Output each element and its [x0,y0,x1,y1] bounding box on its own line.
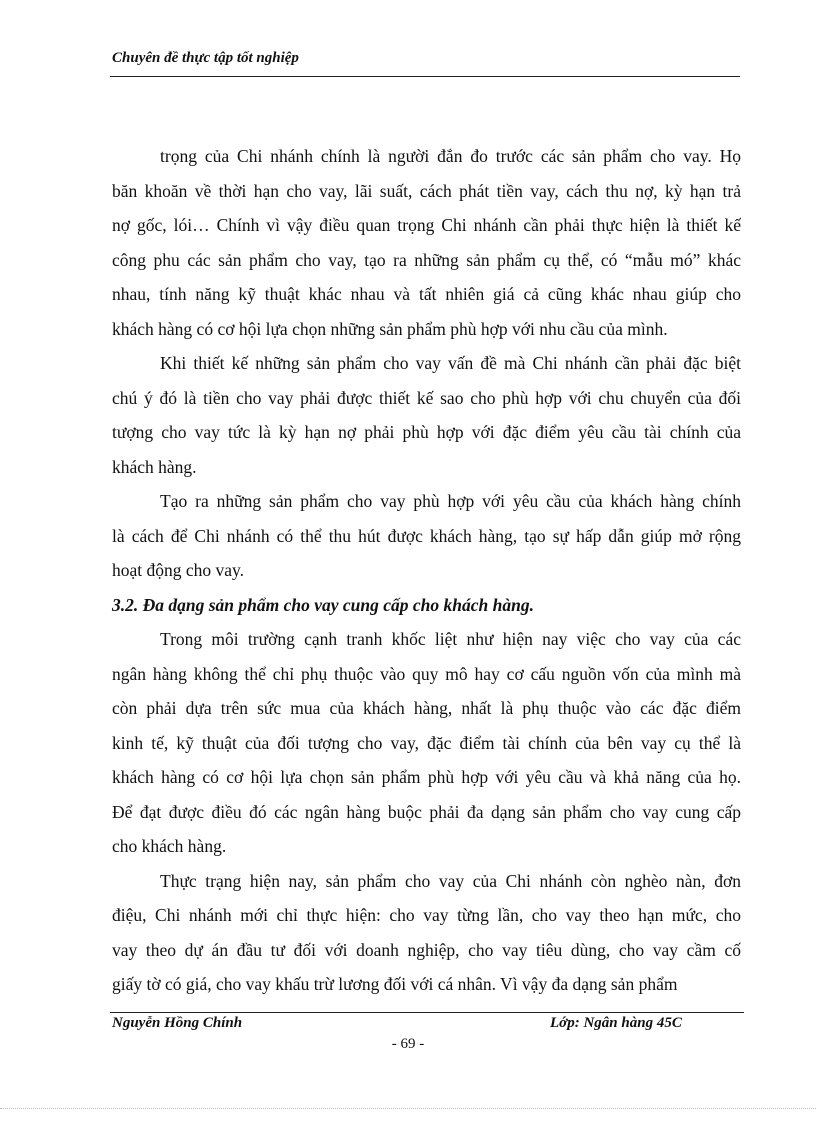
document-body [112,139,741,1002]
text-line: nhau, tính năng kỹ thuật khác nhau và tất nhiên giá cả cũng khác nhau giúp cho [112,284,741,304]
paragraph [112,484,741,588]
footer-divider [110,1012,744,1013]
header-divider [110,76,740,77]
text-line: khách hàng có cơ hội lựa chọn sản phẩm phù hợp với yêu cầu và khả năng của họ. [112,767,741,787]
paragraph [112,864,741,1002]
header-title: Chuyên đề thực tập tốt nghiệp [112,50,299,66]
text-line: là cách để Chi nhánh có thể thu hút được khách hàng, tạo sự hấp dẫn giúp mở rộng [112,525,741,546]
paragraph [112,622,741,864]
footer-class-label: Lớp: Ngân hàng 45C [550,1015,682,1031]
text-line: giấy tờ có giá, cho vay khấu trừ lương đối với cá nhân. Vì vậy đa dạng sản phẩm [112,974,678,994]
page-number: - 69 - [391,1036,425,1052]
text-line: tượng cho vay tức là kỳ hạn nợ phải phù hợp với đặc điểm yêu cầu tài chính của [112,422,741,442]
paragraph [112,346,741,484]
text-line: vay theo dự án đầu tư đối với doanh nghiệp, cho vay tiêu dùng, cho vay cầm cố [112,939,741,960]
text-line: cho khách hàng. [112,836,227,856]
text-line: chú ý đó là tiền cho vay phải được thiết kế sao cho phù hợp với chu chuyển của đối [112,387,741,408]
text-line: khách hàng có cơ hội lựa chọn những sản phẩm phù hợp với nhu cầu của mình. [112,318,668,339]
text-line: Tạo ra những sản phẩm cho vay phù hợp với yêu cầu của khách hàng chính [160,491,741,511]
text-line: công phu các sản phẩm cho vay, tạo ra những sản phẩm cụ thể, có “mẫu mó” khác [112,249,741,270]
text-line: Khi thiết kế những sản phẩm cho vay vấn đề mà Chi nhánh cần phải đặc biệt [160,353,741,373]
text-line: còn phải dựa trên sức mua của khách hàng, nhất là phụ thuộc vào các đặc điểm [112,698,741,718]
text-line: điệu, Chi nhánh mới chỉ thực hiện: cho vay từng lần, cho vay theo hạn mức, cho [112,905,741,925]
text-line: trọng của Chi nhánh chính là người đắn đo trước các sản phẩm cho vay. Họ [160,146,741,166]
text-line: băn khoăn về thời hạn cho vay, lãi suất, cách phát tiền vay, cách thu nợ, kỳ hạn trả [112,180,741,201]
text-line: khách hàng. [112,456,197,477]
text-line: ngân hàng không thể chỉ phụ thuộc vào quy mô hay cơ cấu nguồn vốn của mình mà [112,663,741,684]
text-line: nợ gốc, lói… Chính vì vậy điều quan trọng Chi nhánh cần phải thực hiện là thiết kế [112,215,741,235]
text-line: hoạt động cho vay. [112,560,245,580]
text-line: kinh tế, kỹ thuật của đối tượng cho vay, đặc điểm tài chính của bên vay cụ thể là [112,732,741,753]
page-edge-divider [0,1108,816,1109]
text-line: Thực trạng hiện nay, sản phẩm cho vay của Chi nhánh còn nghèo nàn, đơn [160,870,741,891]
footer-author: Nguyễn Hồng Chính [112,1015,243,1031]
section-heading: 3.2. Đa dạng sản phẩm cho vay cung cấp cho khách hàng. [112,594,534,615]
paragraph [112,139,741,346]
text-line: Trong môi trường cạnh tranh khốc liệt như hiện nay việc cho vay của các [160,629,741,649]
text-line: Để đạt được điều đó các ngân hàng buộc phải đa dạng sản phẩm cho vay cung cấp [112,801,741,822]
